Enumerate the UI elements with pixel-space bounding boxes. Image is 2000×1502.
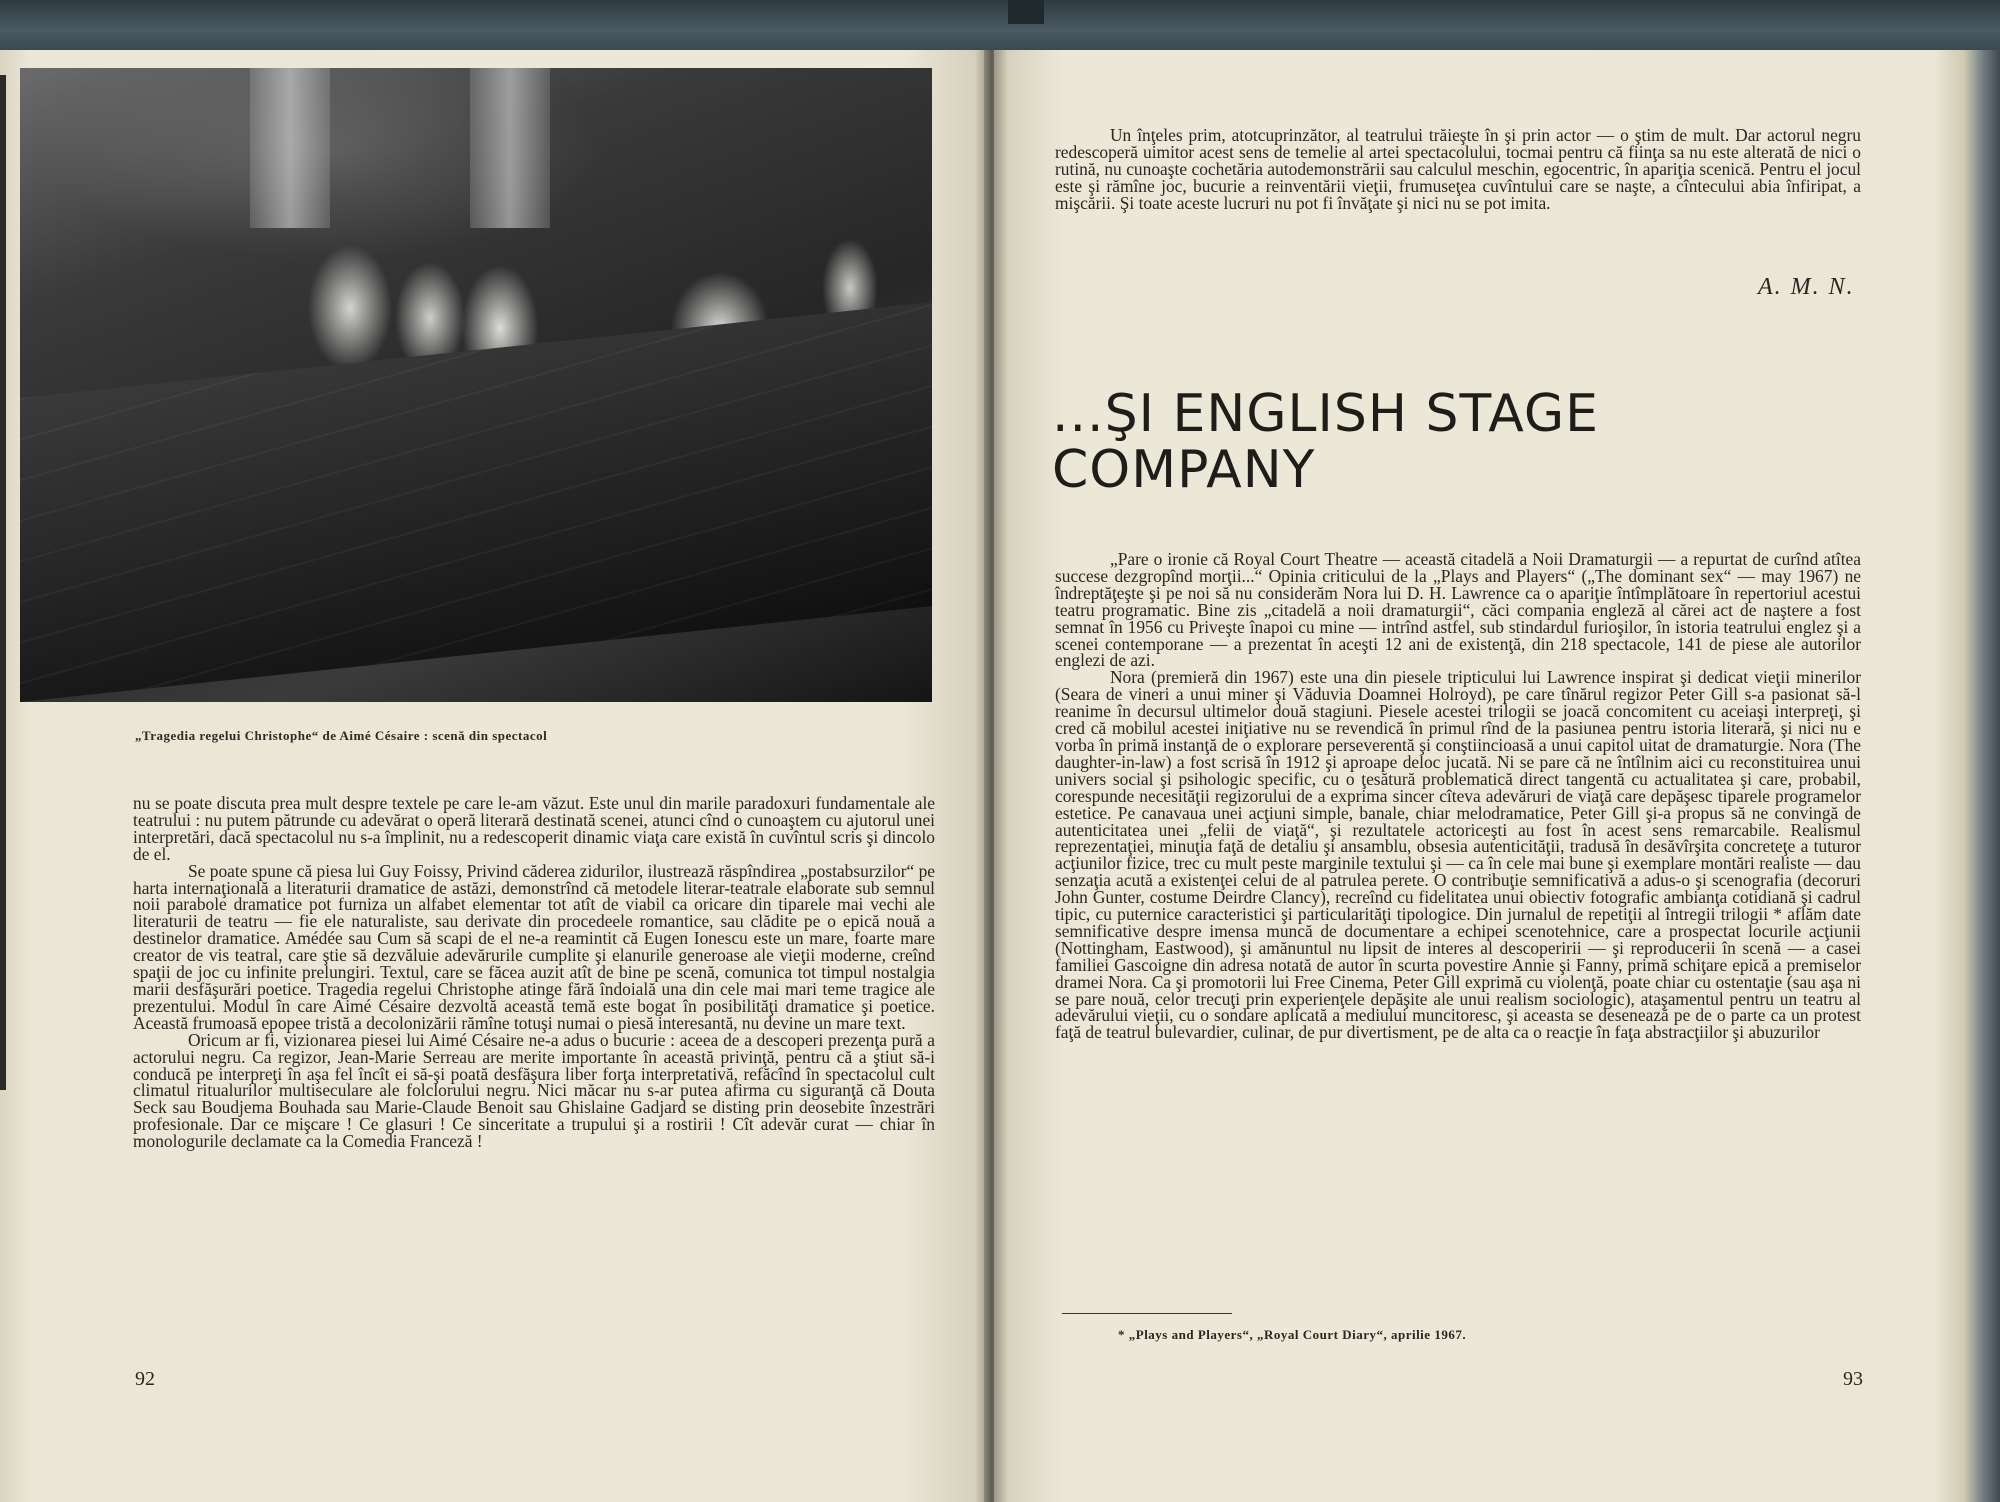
page-number-left: 92 xyxy=(135,1368,155,1390)
paragraph: Un înţeles prim, atotcuprinzător, al teatrului trăieşte în şi prin actor — o ştim de mult. Dar actorul negru redescoperă uimitor acest sens de temelie al artei spectacolului, tocmai pentru că fiinţa sa nu este alterată de nici o rutină, nu cunoaşte cochetăria autodemonstrării sau calculul meschin, egocentric, în apariţia scenică. Pentru el jocul este şi rămîne joc, bucurie a reinventării vieţii, frumuseţea cuvîntului care se naşte, a cîntecului abia înfiripat, a mişcării. Şi toate aceste lucruri nu pot fi învăţate şi nici nu se pot imita. xyxy=(1055,125,1861,213)
footnote-divider xyxy=(1062,1313,1232,1314)
paragraph: Oricum ar fi, vizionarea piesei lui Aimé Césaire ne-a adus o bucurie : aceea de a descoperi prezenţa pură a actorului negru. Ca regizor, Jean-Marie Serreau are merite importante în această privinţă, pentru că a ştiut să-i conducă pe interpreţi în aşa fel încît ei să-şi poată desfăşura liber forţa interpretativă, refăcînd în spectacolul cult climatul ritualurilor multiseculare ale folclorului negru. Nici măcar nu s-ar putea afirma cu siguranţă că Douta Seck sau Boudjema Bouhada sau Marie-Claude Benoit sau Ghislaine Gadjard se disting prin deosebite înzestrări profesionale. Dar ce mişcare ! Ce glasuri ! Ce sinceritate a trupului şi a rostirii ! Cît adevăr curat — chiar în monologurile declamate ca la Comedia Franceză ! xyxy=(133,1029,935,1152)
paragraph: Nora (premieră din 1967) este una din piesele tripticului lui Lawrence inspirat şi dedicat vieţii minerilor (Seara de vineri a unui miner şi Văduvia Doamnei Holroyd), pe care tînărul regizor Peter Gill s-a pasionat să-l reanime în decursul ultimelor două stagiuni. Piesele acestei trilogii se joacă concomitent cu aceiaşi interpreţi, şi cred că mobilul acestei iniţiative nu se revendică în primul rînd de la pasiunea pentru istoria literară, şi nici nu e vorba în primă instanţă de o explorare perseverentă şi conştiincioasă a unui capitol uitat de dramaturgie. Nora (The daughter-in-law) a fost scrisă în 1912 şi aproape deloc jucată. Ni se pare că ne întîlnim aici cu reconstituirea unui univers social şi psihologic specific, cu o ţesătură problematică direct tangentă cu actualitatea şi care, probabil, corespunde necesităţii regizorului de a exprima sincer cîteva adevăruri de viaţă care depăşesc tiparele programelor estetice. Pe canavaua unei acţiuni simple, banale, chiar melodramatice, Peter Gill şi-a propus să ne convingă de autenticitatea unei „felii de viaţă“, şi rezultatele actoriceşti au fost în acest sens remarcabile. Realismul reprezentaţiei, minuţia faţă de detaliu şi ansamblu, obsesia autenticităţii, tradusă în desăvîrşita concreteţe a tuturor acţiunilor fizice, trec cu mult peste marginile textului şi — ca în cele mai bune şi exemplare montări realiste — dau senzaţia acută a existenţei celui de al patrulea perete. O contribuţie semnificativă a adus-o şi scenografia (decoruri John Gunter, costume Deirdre Clancy), recreînd cu fidelitatea unui obiectiv fotografic ambianţa cotidiană şi cadrul tipic, cu puternice caracteristici şi particularităţi tipologice. Din jurnalul de repetiţii al întregii trilogii * aflăm date semnificative despre imensa muncă de documentare a echipei scenotehnice, care a prospectat locurile acţiunii (Nottingham, Eastwood), şi amănuntul nu lipsit de interes al descoperirii — şi reproducerii în scenă — a casei familiei Gascoigne din adresa notată de autor în scurta povestire Annie şi Fanny, primă schiţare epică a premiselor dramei Nora. Ca şi promotorii lui Free Cinema, Peter Gill exprimă cu violenţă, poate chiar cu ostentaţie (sau aşa ni se pare nouă, celor trecuţi prin experienţele depăşite ale unui realism sociologic), ataşamentul pentru un teatru al adevărului vieţii, cu o sondare aplicată a mediului muncitoresc, şi aceasta se desenează pe de o parte ca un protest faţă de teatrul bulevardier, culinar, de pur divertisment, pe de alta ca o reacţie în faţa abstracţiilor şi abuzurilor xyxy=(1055,667,1861,1043)
headline-line: ...ŞI ENGLISH STAGE xyxy=(1052,384,1599,444)
bookmark-tab xyxy=(1008,0,1044,24)
right-body-column xyxy=(1055,551,1861,1041)
page-number-right: 93 xyxy=(1843,1368,1863,1390)
backdrop-panel xyxy=(470,68,550,228)
paragraph: nu se poate discuta prea mult despre textele pe care le-am văzut. Este unul din marile paradoxuri fundamentale ale teatrului : nu putem pătrunde cu adevărat o operă literară destinată scenei, atunci cînd o cunoaştem cu ajutorul unei interpretări, dacă spectacolul nu s-a împlinit, nu a redescoperit dinamic viaţa care există în cuvîntul scris şi dincolo de el. xyxy=(133,793,935,864)
left-body-column xyxy=(133,795,935,1150)
page-edge xyxy=(0,75,6,1090)
paragraph: „Pare o ironie că Royal Court Theatre — această citadelă a Noii Dramaturgii — a repurtat de curînd atîtea succese dezgropînd morţii...“ Opinia criticului de la „Plays and Players“ („The dominant sex“ — may 1967) ne îndreptăţeşte şi pe noi să nu considerăm Nora lui D. H. Lawrence ca o apariţie întîmplătoare în repertoriul acestui teatru programatic. Bine zis „citadelă a noii dramaturgii“, căci compania engleză al cărei act de naştere a fost semnat în 1956 cu Priveşte înapoi cu mine — intrînd astfel, sub stindardul furioşilor, în istoria teatrului englez şi a scenei contemporane — a prezentat în aceşti 12 ani de existenţă, din 218 spectacole, 141 de piese ale autorilor englezi de azi. xyxy=(1055,549,1861,671)
theatre-scene-photo xyxy=(20,68,932,702)
stage-floor xyxy=(20,302,932,702)
author-signature: A. M. N. xyxy=(1758,274,1855,300)
footnote: * „Plays and Players“, „Royal Court Diary“, aprilie 1967. xyxy=(1118,1327,1467,1342)
photo-caption: „Tragedia regelui Christophe“ de Aimé Césaire : scenă din spectacol xyxy=(135,728,548,743)
headline-line: COMPANY xyxy=(1052,440,1316,500)
article-headline xyxy=(1052,386,1872,498)
backdrop-panel xyxy=(250,68,330,228)
right-intro-column xyxy=(1055,127,1861,212)
paragraph: Se poate spune că piesa lui Guy Foissy, Privind căderea zidurilor, ilustrează răspîndirea „postabsurzilor“ pe harta internaţională a literaturii dramatice de astăzi, demonstrînd că metodele literar-teatrale elaborate sub semnul noii parabole dramatice pot furniza un alfabet elementar tot atît de viabil ca oricare din tiparele mai vechi ale literaturii de teatru — fie ele naturaliste, sau derivate din procedeele romantice, sau clădite pe o epică nouă a destinelor dramatice. Amédée sau Cum să scapi de el ne-a reamintit că Eugen Ionescu este un mare, foarte mare creator de vis teatral, care ştie să dezvăluie adevărurile cumplite şi elanurile generoase ale vieţii moderne, creînd spaţii de joc cu infinite prelungiri. Textul, care se făcea auzit atît de bine pe scenă, comunica tot timpul nostalgia marii desfăşurări poetice. Tragedia regelui Christophe atinge fără îndoială una din cele mai mari teme tragice ale prezentului. Modul în care Aimé Césaire dezvoltă această temă este bogat în posibilităţi dramatice şi poetice. Această frumoasă epopee tristă a decolonizării rămîne totuşi numai o piesă interesantă, nu devine un mare text. xyxy=(133,860,935,1033)
